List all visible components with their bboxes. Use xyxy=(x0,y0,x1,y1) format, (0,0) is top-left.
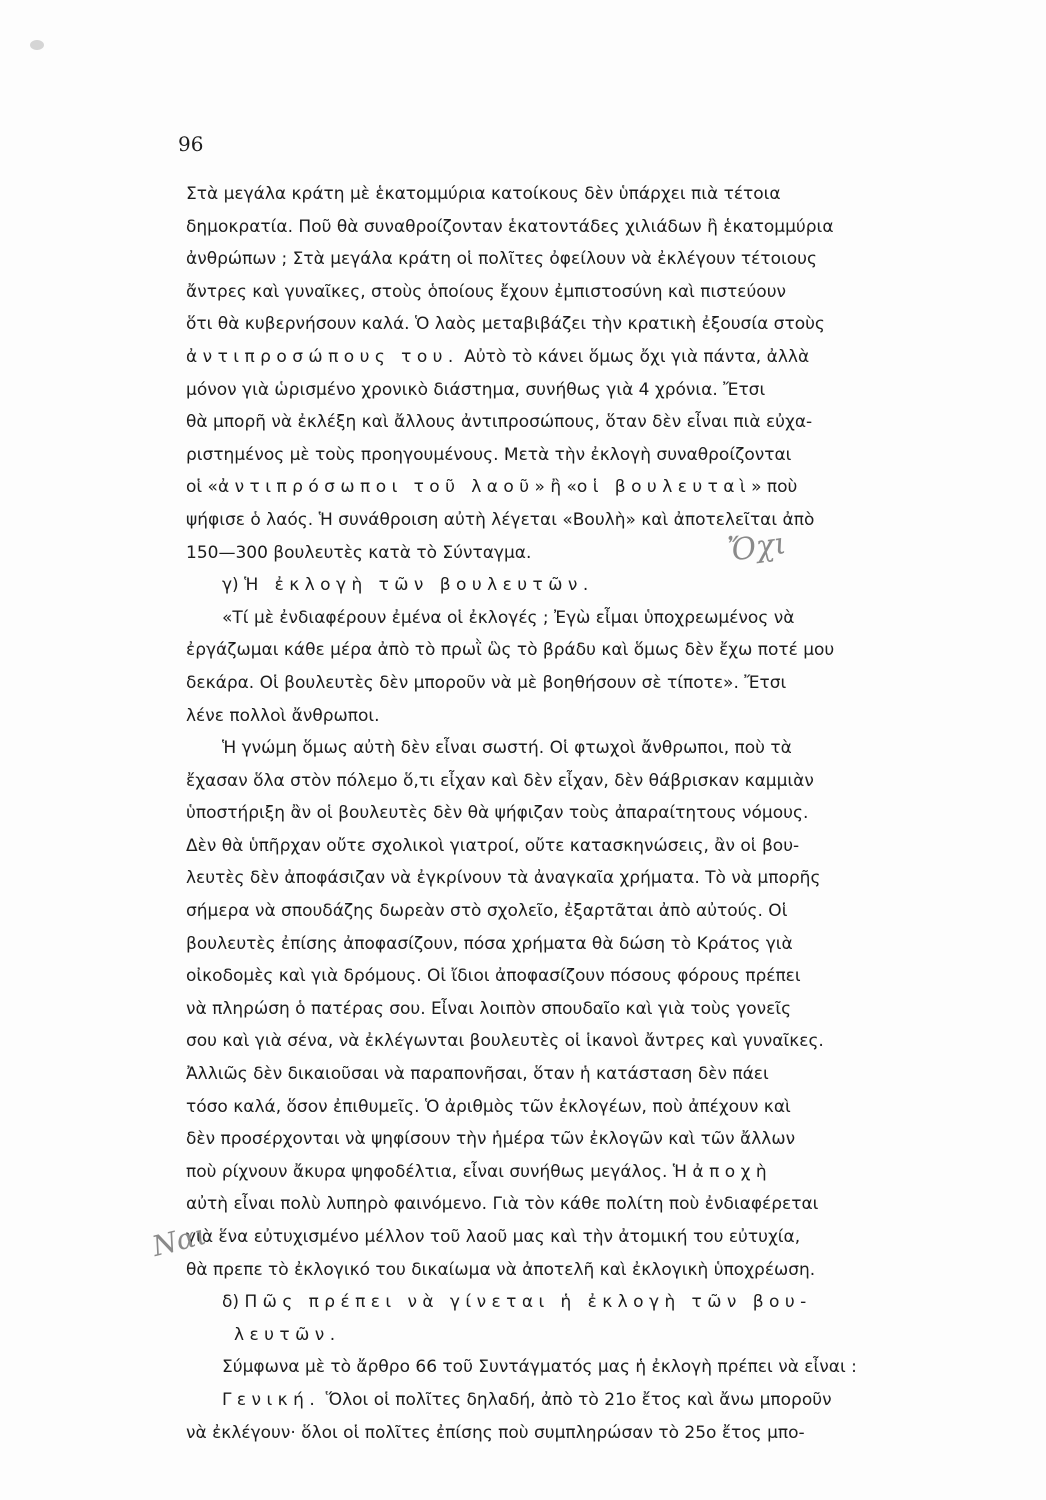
text-line: λένε πολλοὶ ἄνθρωποι. xyxy=(186,705,380,726)
text-line: θὰ μπορῆ νὰ ἐκλέξη καὶ ἄλλους ἀντιπροσώπους, ὅταν δὲν εἶναι πιὰ εὐχα- xyxy=(186,412,813,433)
text-fragment: ποὺ ρίχνουν ἄκυρα ψηφοδέλτια, εἶναι συνήθως μεγάλος. Ἡ xyxy=(186,1161,693,1182)
page-number: 96 xyxy=(178,132,204,156)
text-line: αὐτὴ εἶναι πολὺ λυπηρὸ φαινόμενο. Γιὰ τὸν κάθε πολίτη ποὺ ἐνδιαφέρεται xyxy=(186,1194,819,1215)
emphasis-spaced: ἀποχὴ xyxy=(692,1161,773,1182)
handwritten-note: Ναι xyxy=(148,1217,210,1264)
text-line: ψήφισε ὁ λαός. Ἡ συνάθροιση αὐτὴ λέγεται «Βουλὴ» καὶ ἀποτελεῖται ἀπὸ xyxy=(186,509,815,530)
emphasis-spaced: ἀντιπροσώπους του. xyxy=(186,346,459,367)
handwritten-note: Ὄχι xyxy=(725,526,789,569)
heading-title: Ἡ ἐκλογὴ τῶν βουλευτῶν. xyxy=(244,575,594,596)
heading-title: Πῶς πρέπει νὰ γίνεται ἡ ἐκλογὴ τῶν βου- xyxy=(244,1292,812,1313)
text-line: σήμερα νὰ σπουδάζης δωρεὰν στὸ σχολεῖο, ἐξαρτᾶται ἀπὸ αὐτούς. Οἱ xyxy=(186,901,788,922)
text-line: Ἡ γνώμη ὅμως αὐτὴ δὲν εἶναι σωστή. Οἱ φτωχοὶ ἄνθρωποι, ποὺ τὰ xyxy=(222,738,792,759)
section-heading-g xyxy=(186,569,986,602)
body-text xyxy=(186,178,986,1449)
text-line xyxy=(186,341,986,374)
text-line: ἔχασαν ὅλα στὸν πόλεμο ὅ,τι εἶχαν καὶ δὲν εἶχαν, δὲν θάβρισκαν καμμιὰν xyxy=(186,770,814,791)
text-line xyxy=(186,471,986,504)
text-line: δημοκρατία. Ποῦ θὰ συναθροίζονταν ἑκατοντάδες χιλιάδων ἢ ἑκατομμύρια xyxy=(186,216,834,237)
section-heading-d xyxy=(186,1286,986,1319)
text-line: δὲν προσέρχονται νὰ ψηφίσουν τὴν ἡμέρα τῶν ἐκλογῶν καὶ τῶν ἄλλων xyxy=(186,1129,796,1150)
emphasis-spaced: Γενική. xyxy=(222,1389,321,1410)
text-line: οἰκοδομὲς καὶ γιὰ δρόμους. Οἱ ἴδιοι ἀποφασίζουν πόσους φόρους πρέπει xyxy=(186,966,801,987)
text-line: βουλευτὲς ἐπίσης ἀποφασίζουν, πόσα χρήματα θὰ δώση τὸ Κράτος γιὰ xyxy=(186,933,793,954)
text-line: ὅτι θὰ κυβερνήσουν καλά. Ὁ λαὸς μεταβιβάζει τὴν κρατικὴ ἐξουσία στοὺς xyxy=(186,314,825,335)
text-line: μόνον γιὰ ὡρισμένο χρονικὸ διάστημα, συνήθως γιὰ 4 χρόνια. Ἔτσι xyxy=(186,379,766,400)
text-line: λευτὲς δὲν ἀποφάσιζαν νὰ ἐγκρίνουν τὰ ἀναγκαῖα χρήματα. Τὸ νὰ μπορῆς xyxy=(186,868,821,889)
text-fragment: οἱ « xyxy=(186,477,218,498)
text-line: θὰ πρεπε τὸ ἐκλογικό του δικαίωμα νὰ ἀποτελῆ καὶ ἐκλογικὴ ὑποχρέωση. xyxy=(186,1259,816,1280)
text-line xyxy=(186,1384,986,1417)
emphasis-spaced: οἱ βουλευταὶ xyxy=(576,477,752,498)
text-fragment: » ποὺ xyxy=(751,477,798,498)
text-line xyxy=(186,1156,986,1189)
text-line: Δὲν θὰ ὑπῆρχαν οὔτε σχολικοὶ γιατροί, οὔτε κατασκηνώσεις, ἂν οἱ βου- xyxy=(186,835,800,856)
text-line: Στὰ μεγάλα κράτη μὲ ἑκατομμύρια κατοίκους δὲν ὑπάρχει πιὰ τέτοια xyxy=(186,184,781,204)
text-fragment: Αὐτὸ τὸ κάνει ὅμως ὄχι γιὰ πάντα, ἀλλὰ xyxy=(458,346,810,367)
heading-label: γ) xyxy=(222,575,245,596)
text-line: ἐργάζωμαι κάθε μέρα ἀπὸ τὸ πρωῒ ὣς τὸ βράδυ καὶ ὅμως δὲν ἔχω ποτέ μου xyxy=(186,640,835,661)
text-line: ἀνθρώπων ; Στὰ μεγάλα κράτη οἱ πολῖτες ὀφείλουν νὰ ἐκλέγουν τέτοιους xyxy=(186,249,817,270)
text-fragment: » ἢ « xyxy=(534,477,577,498)
text-line: τόσο καλά, ὅσον ἐπιθυμεῖς. Ὁ ἀριθμὸς τῶν ἐκλογέων, ποὺ ἀπέχουν καὶ xyxy=(186,1096,791,1117)
text-line: ριστημένος μὲ τοὺς προηγουμένους. Μετὰ τὴν ἐκλογὴ συναθροίζονται xyxy=(186,444,792,465)
text-line: 150—300 βουλευτὲς κατὰ τὸ Σύνταγμα. xyxy=(186,542,532,563)
text-line: γιὰ ἕνα εὐτυχισμένο μέλλον τοῦ λαοῦ μας καὶ τὴν ἀτομική του εὐτυχία, xyxy=(186,1227,801,1247)
text-line: σου καὶ γιὰ σένα, νὰ ἐκλέγωνται βουλευτὲς οἱ ἱκανοὶ ἄντρες καὶ γυναῖκες. xyxy=(186,1031,824,1052)
heading-label: δ) xyxy=(222,1292,245,1313)
text-fragment: Ὅλοι οἱ πολῖτες δηλαδή, ἀπὸ τὸ 21ο ἔτος καὶ ἄνω μποροῦν xyxy=(320,1389,832,1410)
text-line: Ἀλλιῶς δὲν δικαιοῦσαι νὰ παραπονῆσαι, ὅταν ἡ κατάσταση δὲν πάει xyxy=(186,1064,769,1085)
text-line: «Τί μὲ ἐνδιαφέρουν ἐμένα οἱ ἐκλογές ; Ἐγὼ εἶμαι ὑποχρεωμένος νὰ xyxy=(222,607,795,628)
emphasis-spaced: ἀντιπρόσωποι τοῦ λαοῦ xyxy=(217,477,535,498)
text-line: Σύμφωνα μὲ τὸ ἄρθρο 66 τοῦ Συντάγματός μας ἡ ἐκλογὴ πρέπει νὰ εἶναι : xyxy=(222,1357,857,1378)
text-line: νὰ πληρώση ὁ πατέρας σου. Εἶναι λοιπὸν σπουδαῖο καὶ γιὰ τοὺς γονεῖς xyxy=(186,998,792,1019)
text-line: ἄντρες καὶ γυναῖκες, στοὺς ὁποίους ἔχουν ἐμπιστοσύνη καὶ πιστεύουν xyxy=(186,281,787,302)
text-line: ὑποστήριξη ἂν οἱ βουλευτὲς δὲν θὰ ψήφιζαν τοὺς ἀπαραίτητους νόμους. xyxy=(186,803,809,824)
heading-title-continued: λευτῶν. xyxy=(234,1324,341,1345)
text-line: νὰ ἐκλέγουν· ὅλοι οἱ πολῖτες ἐπίσης ποὺ συμπληρώσαν τὸ 25ο ἔτος μπο- xyxy=(186,1422,805,1443)
text-line: δεκάρα. Οἱ βουλευτὲς δὲν μποροῦν νὰ μὲ βοηθήσουν σὲ τίποτε». Ἔτσι xyxy=(186,672,787,693)
scan-speck xyxy=(30,40,44,50)
